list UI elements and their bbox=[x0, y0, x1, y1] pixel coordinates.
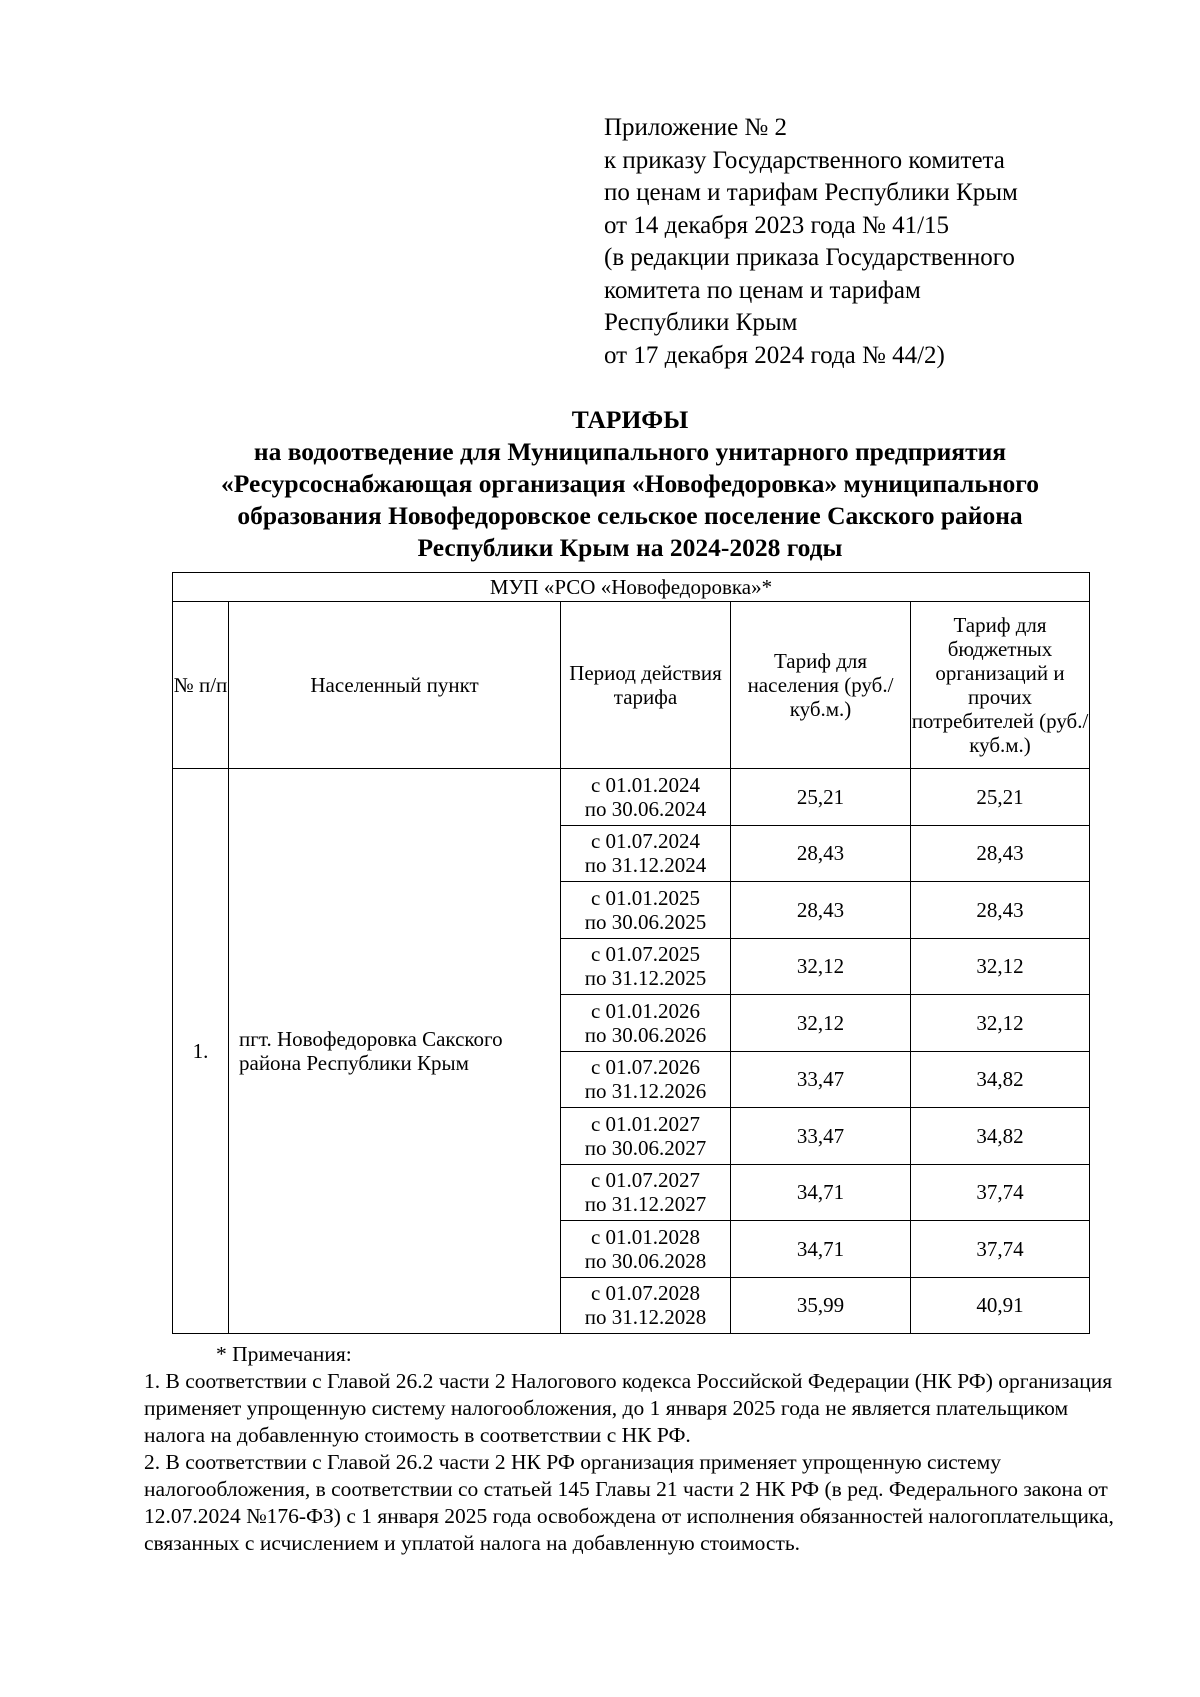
period-to: по 30.06.2025 bbox=[584, 909, 707, 934]
appendix-line: к приказу Государственного комитета bbox=[604, 146, 1005, 174]
appendix-block bbox=[604, 112, 1144, 372]
appendix-line: от 17 декабря 2024 года № 44/2) bbox=[604, 341, 945, 369]
period-to: по 30.06.2024 bbox=[584, 796, 707, 821]
period-to: по 31.12.2026 bbox=[584, 1079, 707, 1104]
tariff-table bbox=[172, 572, 1090, 1334]
period-from: с 01.07.2028 bbox=[590, 1281, 701, 1306]
row-number: 1. bbox=[173, 769, 229, 1334]
population-tariff: 35,99 bbox=[731, 1277, 911, 1334]
period-from: с 01.01.2026 bbox=[590, 998, 701, 1023]
period-to: по 31.12.2025 bbox=[584, 966, 707, 991]
budget-tariff: 34,82 bbox=[911, 1051, 1090, 1108]
period-to: по 31.12.2027 bbox=[584, 1192, 707, 1217]
population-tariff: 34,71 bbox=[731, 1164, 911, 1221]
period-cell bbox=[561, 995, 731, 1052]
period-from: с 01.01.2024 bbox=[590, 772, 701, 797]
period-cell bbox=[561, 1221, 731, 1278]
period-to: по 30.06.2027 bbox=[584, 1135, 707, 1160]
budget-tariff: 34,82 bbox=[911, 1108, 1090, 1165]
period-to: по 31.12.2024 bbox=[584, 853, 707, 878]
period-from: с 01.01.2027 bbox=[590, 1111, 701, 1136]
appendix-line: от 14 декабря 2023 года № 41/15 bbox=[604, 211, 950, 239]
header-num: № п/п bbox=[173, 602, 229, 769]
period-to: по 30.06.2026 bbox=[584, 1022, 707, 1047]
period-cell bbox=[561, 1277, 731, 1334]
appendix-line: Республики Крым bbox=[604, 309, 798, 336]
appendix-line: Приложение № 2 bbox=[604, 114, 788, 141]
budget-tariff: 40,91 bbox=[911, 1277, 1090, 1334]
period-from: с 01.07.2025 bbox=[590, 942, 701, 967]
title-line: на водоотведение для Муниципального унитарного предприятия bbox=[253, 437, 1007, 466]
period-cell bbox=[561, 1108, 731, 1165]
population-tariff: 25,21 bbox=[731, 769, 911, 826]
period-cell bbox=[561, 882, 731, 939]
period-cell bbox=[561, 1164, 731, 1221]
period-cell bbox=[561, 825, 731, 882]
title-line: «Ресурсоснабжающая организация «Новофедоровка» муниципального bbox=[221, 469, 1039, 498]
title-heading: ТАРИФЫ bbox=[571, 405, 689, 434]
header-place: Населенный пункт bbox=[229, 602, 561, 769]
population-tariff: 33,47 bbox=[731, 1108, 911, 1165]
period-from: с 01.01.2025 bbox=[590, 885, 701, 910]
budget-tariff: 37,74 bbox=[911, 1164, 1090, 1221]
period-to: по 30.06.2028 bbox=[584, 1248, 707, 1273]
period-cell bbox=[561, 938, 731, 995]
notes-heading: * Примечания: bbox=[216, 1342, 352, 1366]
population-tariff: 32,12 bbox=[731, 995, 911, 1052]
appendix-line: по ценам и тарифам Республики Крым bbox=[604, 179, 1018, 206]
org-header-row bbox=[173, 573, 1090, 602]
period-from: с 01.07.2024 bbox=[590, 829, 701, 854]
population-tariff: 28,43 bbox=[731, 882, 911, 939]
appendix-line: комитета по ценам и тарифам bbox=[604, 276, 921, 304]
note-item: 2. В соответствии с Главой 26.2 части 2 НК РФ организация применяет упрощенную систему налогообложения, в соответствии со статьей 145 Главы 21 части 2 НК РФ (в ред. Федерального закона от 12.07.2024 №176-ФЗ) с 1 января 2025 года освобождена от исполнения обязанностей налогоплательщика, связанных с исчислением и уплатой налога на добавленную стоимость. bbox=[144, 1450, 1114, 1555]
budget-tariff: 28,43 bbox=[911, 882, 1090, 939]
appendix-line: (в редакции приказа Государственного bbox=[604, 244, 1015, 271]
population-tariff: 32,12 bbox=[731, 938, 911, 995]
period-to: по 31.12.2028 bbox=[584, 1305, 707, 1330]
period-from: с 01.01.2028 bbox=[590, 1224, 701, 1249]
period-from: с 01.07.2027 bbox=[590, 1168, 701, 1193]
header-period: Период действия тарифа bbox=[561, 602, 731, 769]
title-line: Республики Крым на 2024-2028 годы bbox=[417, 533, 843, 562]
notes-block bbox=[144, 1341, 1134, 1557]
budget-tariff: 28,43 bbox=[911, 825, 1090, 882]
population-tariff: 28,43 bbox=[731, 825, 911, 882]
note-item: 1. В соответствии с Главой 26.2 части 2 Налогового кодекса Российской Федерации (НК РФ) организация применяет упрощенную систему налогообложения, до 1 января 2025 года не является плательщиком налога на добавленную стоимость в соответствии с НК РФ. bbox=[144, 1369, 1113, 1447]
title-line: образования Новофедоровское сельское поселение Сакского района bbox=[237, 501, 1023, 530]
population-tariff: 34,71 bbox=[731, 1221, 911, 1278]
budget-tariff: 32,12 bbox=[911, 938, 1090, 995]
budget-tariff: 32,12 bbox=[911, 995, 1090, 1052]
period-cell bbox=[561, 769, 731, 826]
document-title bbox=[160, 404, 1100, 564]
org-header: МУП «РСО «Новофедоровка»* bbox=[173, 573, 1090, 602]
column-header-row bbox=[173, 602, 1090, 769]
population-tariff: 33,47 bbox=[731, 1051, 911, 1108]
period-cell bbox=[561, 1051, 731, 1108]
settlement-name: пгт. Новофедоровка Сакского района Республики Крым bbox=[229, 769, 561, 1334]
budget-tariff: 25,21 bbox=[911, 769, 1090, 826]
budget-tariff: 37,74 bbox=[911, 1221, 1090, 1278]
header-budget: Тариф для бюджетных организаций и прочих потребителей (руб./куб.м.) bbox=[911, 602, 1090, 769]
header-population: Тариф для населения (руб./куб.м.) bbox=[731, 602, 911, 769]
table-row bbox=[173, 769, 1090, 826]
period-from: с 01.07.2026 bbox=[590, 1055, 701, 1080]
